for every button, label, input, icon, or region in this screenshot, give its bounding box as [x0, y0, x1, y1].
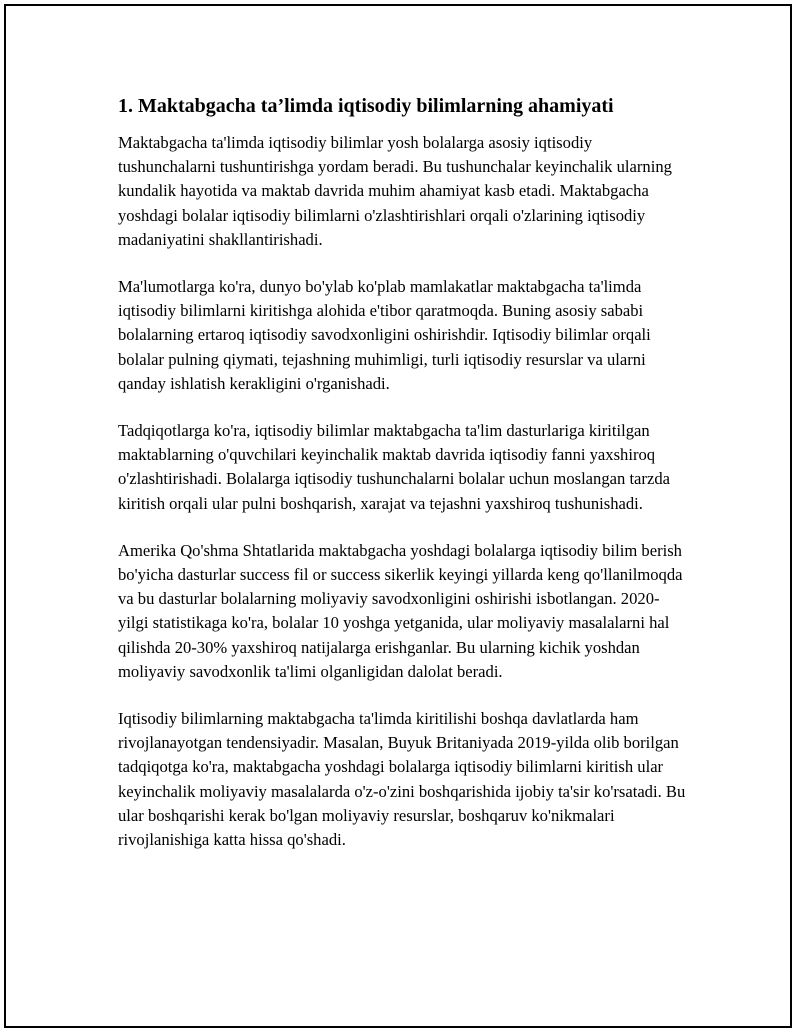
- document-body: [118, 93, 688, 875]
- paragraph-5: Iqtisodiy bilimlarning maktabgacha ta'limda kiritilishi boshqa davlatlarda ham rivojlanayotgan tendensiyadir. Masalan, Buyuk Britaniyada 2019-yilda olib borilgan tadqiqotga ko'ra, maktabgacha yoshdagi bolalarga iqtisodiy bilimlarni kiritish ular keyinchalik moliyaviy masalalarda o'z-o'zini boshqarishida ijobiy ta'sir ko'rsatadi. Bu ular boshqarishi kerak bo'lgan moliyaviy resurslar, boshqaruv ko'nikmalari rivojlanishiga katta hissa qo'shadi.: [118, 709, 686, 850]
- paragraph-4: Amerika Qo'shma Shtatlarida maktabgacha yoshdagi bolalarga iqtisodiy bilim berish bo'yicha dasturlar success fil or success sikerlik keyingi yillarda keng qo'llanilmoqda va bu dasturlar bolalarning moliyaviy savodxonligini oshirishi isbotlangan. 2020-yilgi statistikaga ko'ra, bolalar 10 yoshga yetganida, ular moliyaviy masalalarni hal qilishda 20-30% yaxshiroq natijalarga erishganlar. Bu ularning kichik yoshdan moliyaviy savodxonlik ta'limi olganligidan dalolat beradi.: [118, 540, 683, 681]
- paragraph-1: Maktabgacha ta'limda iqtisodiy bilimlar yosh bolalarga asosiy iqtisodiy tushunchalarni tushuntirishga yordam beradi. Bu tushunchalar keyinchalik ularning kundalik hayotida va maktab davrida muhim ahamiyat kasb etadi. Maktabgacha yoshdagi bolalar iqtisodiy bilimlarni o'zlashtirishlari orqali o'zlarining iqtisodiy madaniyatini shakllantirishadi.: [118, 133, 672, 249]
- section-heading: 1. Maktabgacha ta’limda iqtisodiy bilimlarning ahamiyati: [118, 95, 614, 117]
- paragraph-2: Ma'lumotlarga ko'ra, dunyo bo'ylab ko'plab mamlakatlar maktabgacha ta'limda iqtisodiy bilimlarni kiritishga alohida e'tibor qaratmoqda. Buning asosiy sababi bolalarning ertaroq iqtisodiy savodxonligini oshirishdir. Iqtisodiy bilimlar orqali bolalar pulning qiymati, tejashning muhimligi, turli iqtisodiy resurslar va ularni qanday ishlatish kerakligini o'rganishadi.: [118, 277, 651, 393]
- paragraph-3: Tadqiqotlarga ko'ra, iqtisodiy bilimlar maktabgacha ta'lim dasturlariga kiritilgan maktablarning o'quvchilari keyinchalik maktab davrida iqtisodiy fanni yaxshiroq o'zlashtirishadi. Bolalarga iqtisodiy tushunchalarni bolalar uchun moslangan tarzda kiritish orqali ular pulni boshqarish, xarajat va tejashni yaxshiroq tushunishadi.: [118, 421, 670, 513]
